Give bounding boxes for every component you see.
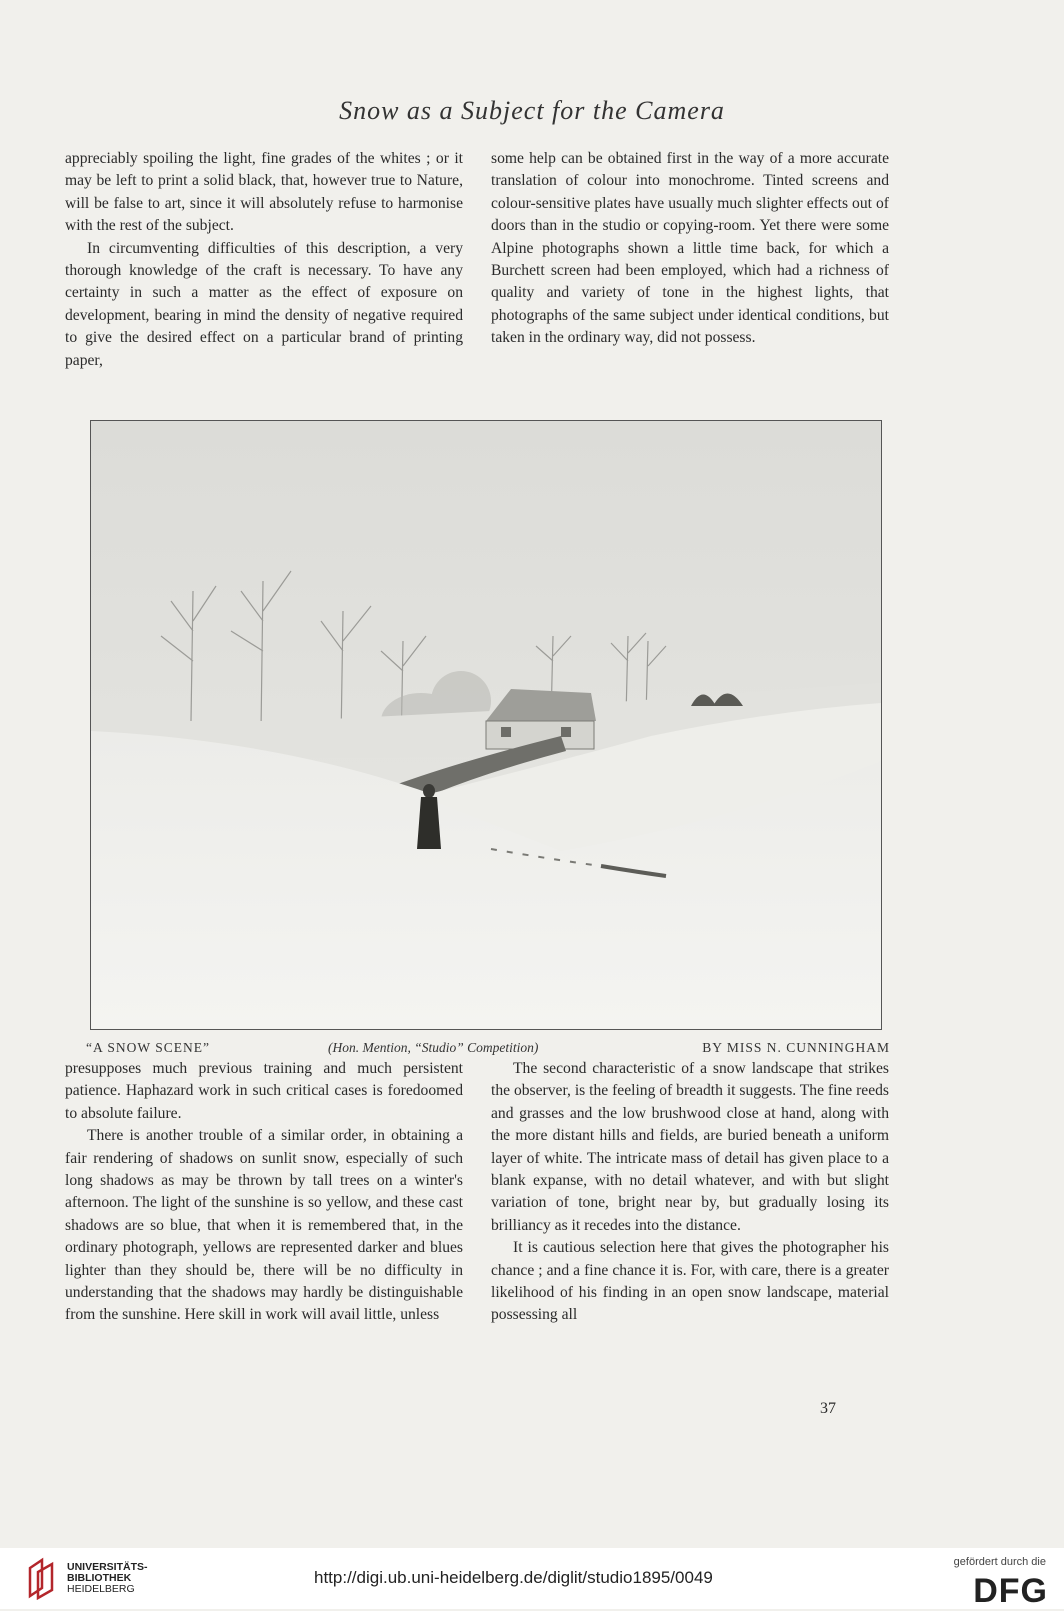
snow-scene-illustration xyxy=(91,421,881,1029)
paragraph: It is cautious selection here that gives the photographer his chance ; and a fine chance it is. For, with care, there is a greater likelihood of his finding in an open snow landscape, material possessing all xyxy=(491,1239,889,1324)
running-title: Snow as a Subject for the Camera xyxy=(339,96,725,125)
funded-by-label: gefördert durch die xyxy=(953,1556,1046,1568)
text-column-top-left xyxy=(65,148,463,372)
university-library-name: UNIVERSITÄTS- BIBLIOTHEK HEIDELBERG xyxy=(67,1561,148,1595)
paragraph: The second characteristic of a snow landscape that strikes the observer, is the feeling of breadth it suggests. The fine reeds and grasses and the low brushwood close at hand, along with the more distant hills and fields, are buried beneath a uniform layer of white. The intricate mass of detail has given place to a blank expanse, with no detail whatever, and with but slight variation of tone, bright near by, but gradually losing its brilliancy as it recedes into the distance. xyxy=(491,1060,889,1234)
text-column-top-right xyxy=(491,148,889,350)
paragraph: There is another trouble of a similar order, in obtaining a fair rendering of shadows on sunlit snow, especially of such long shadows as may be thrown by tall trees on a winter's afternoon. The light of the sunshine is so yellow, and these cast shadows are so blue, that when it is remembered that, in the ordinary photograph, yellows are represented darker and blues lighter than they should be, there will be no difficulty in understanding that the shadows may hardly be distinguishable from the sunshine. Here skill in work will avail little, unless xyxy=(65,1127,463,1324)
source-url-link[interactable]: http://digi.ub.uni-heidelberg.de/diglit/studio1895/0049 xyxy=(314,1568,713,1587)
page-number: 37 xyxy=(820,1400,836,1417)
snow-scene-photograph xyxy=(90,420,882,1030)
paragraph: In circumventing difficulties of this description, a very thorough knowledge of the craft is necessary. To have any certainty in such a matter as the effect of exposure on development, bearing in mind the density of negative required to give the desired effect on a particular brand of printing paper, xyxy=(65,239,463,369)
paragraph: some help can be obtained first in the way of a more accurate translation of colour into monochrome. Tinted screens and colour-sensitive plates have usually much slighter effects out of doors than in the studio or copying-room. Yet there were some Alpine photographs shown a little time back, for which a Burchett screen had been employed, which had a richness of quality and variety of tone in the highest lights, that photographs of the same subject under identical conditions, but taken in the ordinary way, did not possess. xyxy=(491,150,889,347)
paragraph: appreciably spoiling the light, fine grades of the whites ; or it may be left to print a solid black, that, however true to Nature, will be false to art, since it will absolutely refuse to harmonise with the rest of the subject. xyxy=(65,150,463,235)
text-column-bottom-right xyxy=(491,1058,889,1327)
caption-credit: BY MISS N. CUNNINGHAM xyxy=(702,1040,890,1055)
paragraph: presupposes much previous training and much persistent patience. Haphazard work in such critical cases is foredoomed to absolute failure. xyxy=(65,1060,463,1122)
caption-title: “A SNOW SCENE” xyxy=(86,1040,210,1055)
university-library-logo-icon xyxy=(26,1556,60,1600)
footer-bar xyxy=(0,1548,1064,1609)
figure-caption xyxy=(86,1040,890,1060)
dfg-logo: DFG xyxy=(973,1572,1048,1610)
caption-mention: (Hon. Mention, “Studio” Competition) xyxy=(328,1040,539,1055)
text-column-bottom-left xyxy=(65,1058,463,1327)
